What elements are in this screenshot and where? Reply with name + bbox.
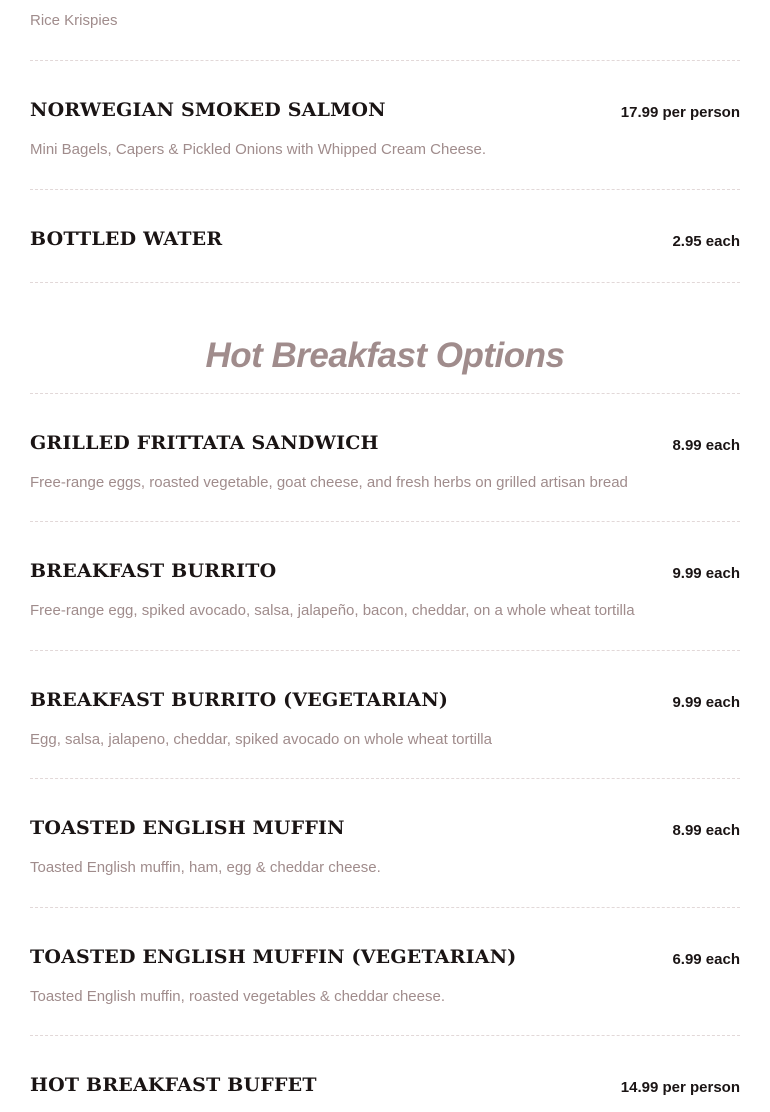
- item-divider: [30, 907, 740, 908]
- item-description: Rice Krispies: [30, 12, 118, 29]
- item-price: 14.99 per person: [620, 1079, 740, 1096]
- item-divider: [30, 1035, 740, 1036]
- item-name: BREAKFAST BURRITO: [30, 560, 277, 582]
- item-description: Free-range eggs, roasted vegetable, goat cheese, and fresh herbs on grilled artisan bread: [30, 474, 628, 491]
- item-price: 8.99 each: [672, 822, 740, 839]
- section-divider: [30, 393, 740, 394]
- section-title: Hot Breakfast Options: [205, 336, 565, 375]
- item-divider: [30, 650, 740, 651]
- item-divider: [30, 60, 740, 61]
- item-divider: [30, 521, 740, 522]
- item-name: GRILLED FRITTATA SANDWICH: [30, 432, 379, 454]
- item-description: Egg, salsa, jalapeno, cheddar, spiked avocado on whole wheat tortilla: [30, 731, 492, 748]
- item-divider: [30, 189, 740, 190]
- item-price: 17.99 per person: [620, 104, 740, 121]
- item-name: TOASTED ENGLISH MUFFIN (VEGETARIAN): [30, 946, 517, 968]
- item-price: 9.99 each: [672, 694, 740, 711]
- item-name: BOTTLED WATER: [30, 228, 223, 250]
- item-name: NORWEGIAN SMOKED SALMON: [30, 99, 386, 121]
- item-name: TOASTED ENGLISH MUFFIN: [30, 817, 345, 839]
- item-name: BREAKFAST BURRITO (VEGETARIAN): [30, 689, 449, 711]
- item-price: 9.99 each: [672, 565, 740, 582]
- item-name: HOT BREAKFAST BUFFET: [30, 1074, 317, 1096]
- item-description: Mini Bagels, Capers & Pickled Onions with Whipped Cream Cheese.: [30, 141, 487, 158]
- item-description: Toasted English muffin, ham, egg & cheddar cheese.: [30, 859, 381, 876]
- item-divider: [30, 282, 740, 283]
- item-price: 6.99 each: [672, 951, 740, 968]
- item-divider: [30, 778, 740, 779]
- item-price: 2.95 each: [672, 233, 740, 250]
- item-description: Free-range egg, spiked avocado, salsa, jalapeño, bacon, cheddar, on a whole wheat tortilla: [30, 602, 635, 619]
- item-description: Toasted English muffin, roasted vegetables & cheddar cheese.: [30, 988, 445, 1005]
- item-price: 8.99 each: [672, 437, 740, 454]
